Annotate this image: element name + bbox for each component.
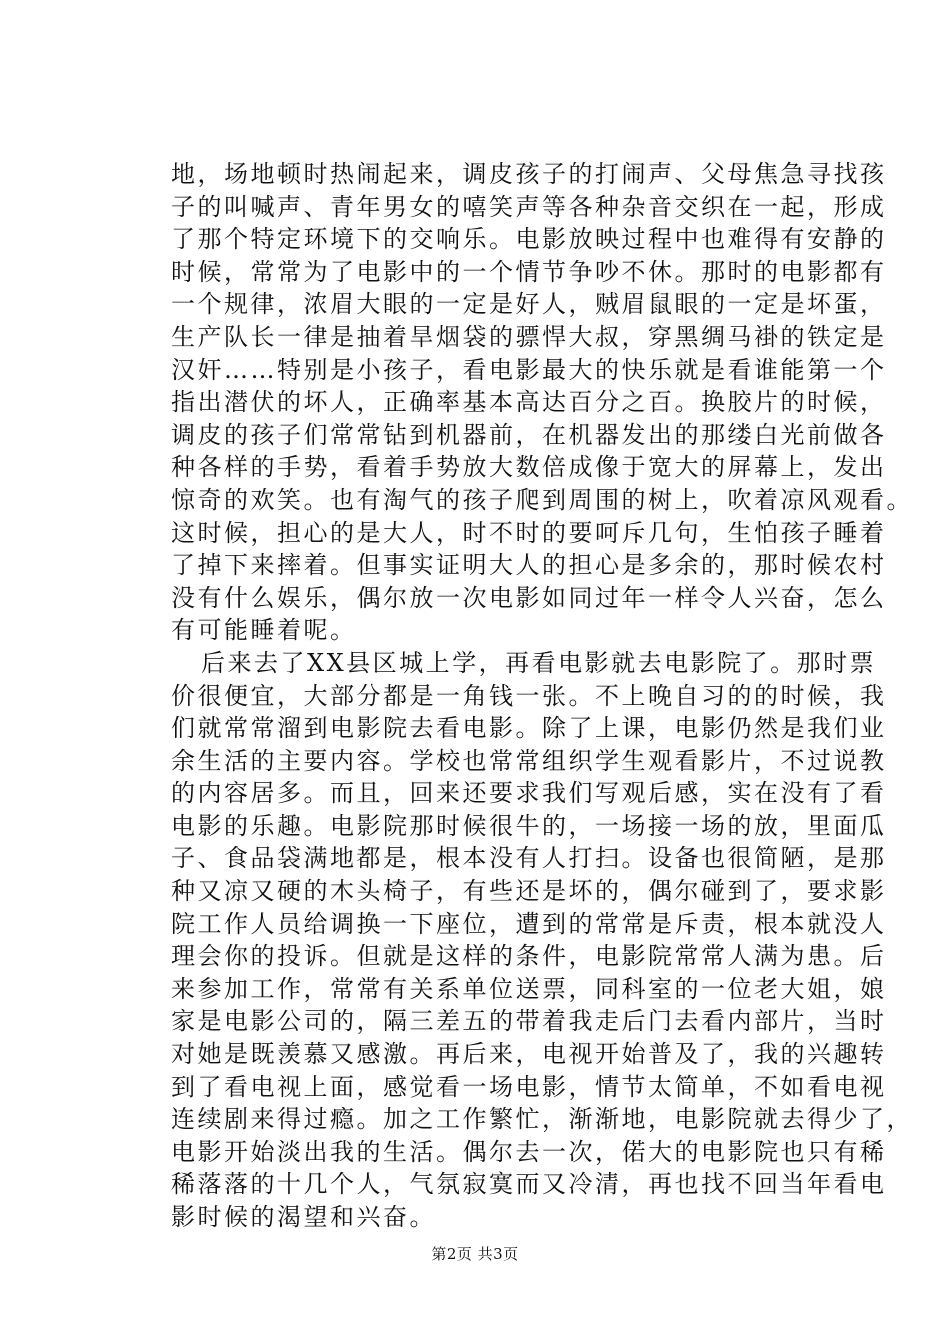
text-line: 没有什么娱乐，偶尔放一次电影如同过年一样令人兴奋，怎么 [171, 583, 887, 612]
text-line: 电影的乐趣。电影院那时候很牛的，一场接一场的放，里面瓜 [171, 811, 887, 840]
text-line: 们就常常溜到电影院去看电影。除了上课，电影仍然是我们业 [171, 714, 887, 743]
text-line: 连续剧来得过瘾。加之工作繁忙，渐渐地，电影院就去得少了， [171, 1105, 913, 1134]
paragraph-start-line: 后来去了XX县区城上学，再看电影就去电影院了。那时票 [201, 648, 877, 677]
text-line: 到了看电视上面，感觉看一场电影，情节太简单，不如看电视 [171, 1072, 887, 1101]
body-text [171, 158, 913, 1234]
text-line: 对她是既羡慕又感激。再后来，电视开始普及了，我的兴趣转 [171, 1040, 887, 1069]
text-line: 惊奇的欢笑。也有淘气的孩子爬到周围的树上，吹着凉风观看。 [171, 485, 913, 514]
text-line: 有可能睡着呢。 [171, 616, 357, 645]
text-line: 时候，常常为了电影中的一个情节争吵不休。那时的电影都有 [171, 257, 887, 286]
text-line: 来参加工作，常常有关系单位送票，同科室的一位老大姐，娘 [171, 974, 887, 1003]
text-line: 生产队长一律是抽着旱烟袋的骠悍大叔，穿黑绸马褂的铁定是 [171, 322, 887, 351]
text-line: 理会你的投诉。但就是这样的条件，电影院常常人满为患。后 [171, 942, 887, 971]
text-line: 电影开始淡出我的生活。偶尔去一次，偌大的电影院也只有稀 [171, 1137, 887, 1166]
text-line: 了那个特定环境下的交响乐。电影放映过程中也难得有安静的 [171, 225, 887, 254]
text-line: 子的叫喊声、青年男女的嘻笑声等各种杂音交织在一起，形成 [171, 192, 887, 221]
text-line: 子、食品袋满地都是，根本没有人打扫。设备也很简陋，是那 [171, 844, 887, 873]
text-line: 余生活的主要内容。学校也常常组织学生观看影片，不过说教 [171, 746, 887, 775]
text-line: 影时候的渴望和兴奋。 [171, 1203, 436, 1231]
text-line: 一个规律，浓眉大眼的一定是好人，贼眉鼠眼的一定是坏蛋， [171, 290, 887, 319]
text-line: 院工作人员给调换一下座位，遭到的常常是斥责，根本就没人 [171, 909, 887, 938]
text-line: 稀落落的十几个人，气氛寂寞而又冷清，再也找不回当年看电 [171, 1170, 887, 1199]
text-line: 这时候，担心的是大人，时不时的要呵斥几句，生怕孩子睡着 [171, 518, 887, 547]
text-line: 汉奸……特别是小孩子，看电影最大的快乐就是看谁能第一个 [171, 355, 887, 384]
text-line: 价很便宜，大部分都是一角钱一张。不上晚自习的的时候，我 [171, 681, 887, 710]
text-line: 的内容居多。而且，回来还要求我们写观后感，实在没有了看 [171, 779, 887, 808]
text-line: 地，场地顿时热闹起来，调皮孩子的打闹声、父母焦急寻找孩 [171, 160, 887, 188]
text-line: 了掉下来摔着。但事实证明大人的担心是多余的，那时候农村 [171, 551, 887, 580]
text-line: 调皮的孩子们常常钻到机器前，在机器发出的那缕白光前做各 [171, 420, 887, 449]
text-line: 家是电影公司的，隔三差五的带着我走后门去看内部片，当时 [171, 1007, 887, 1036]
text-line: 指出潜伏的坏人，正确率基本高达百分之百。换胶片的时候， [171, 388, 887, 417]
page-number-footer: 第2页 共3页 [431, 1245, 519, 1263]
text-line: 种各样的手势，看着手势放大数倍成像于宽大的屏幕上，发出 [171, 453, 887, 482]
text-line: 种又凉又硬的木头椅子，有些还是坏的，偶尔碰到了，要求影 [171, 877, 887, 906]
